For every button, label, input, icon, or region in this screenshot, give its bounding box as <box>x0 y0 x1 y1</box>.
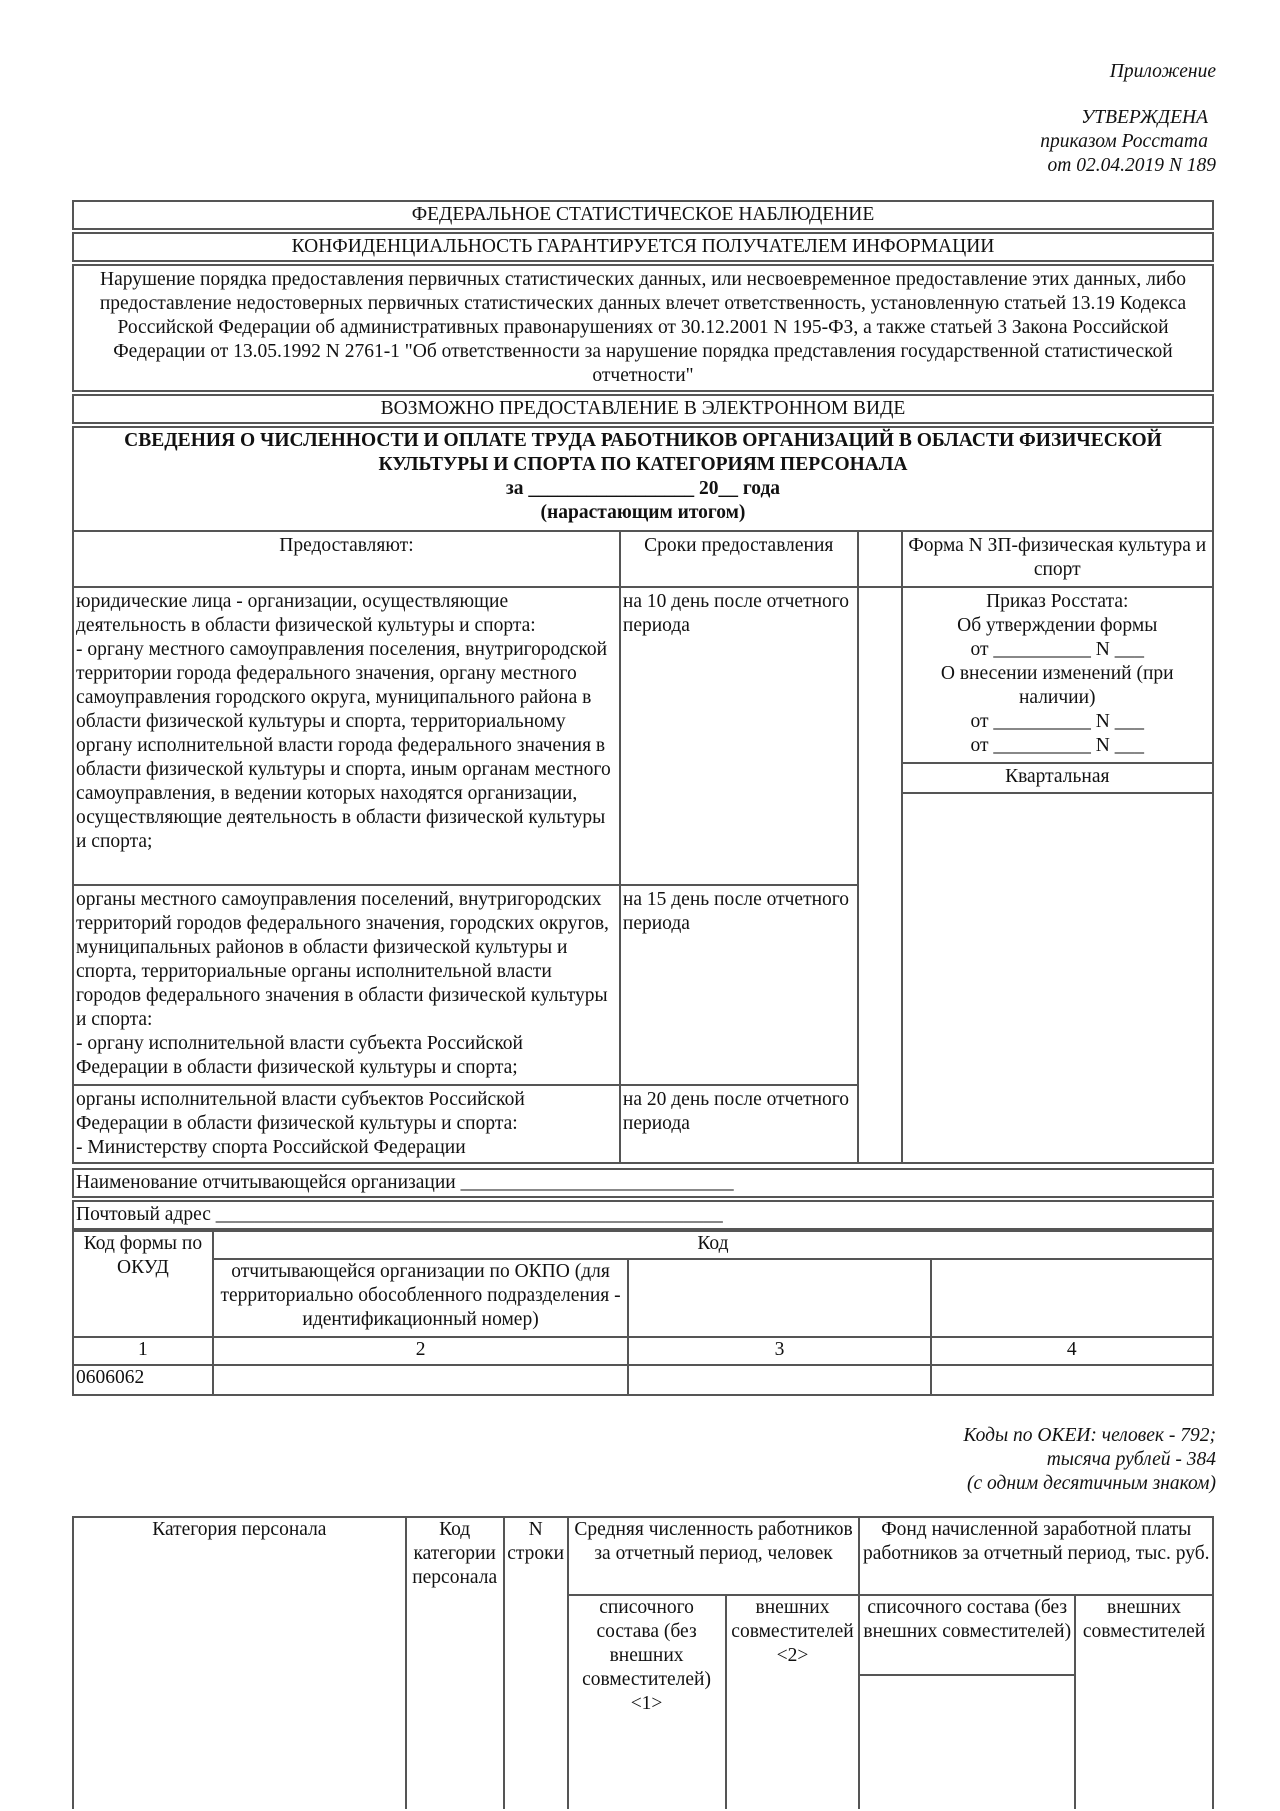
col-avg-count: Средняя численность работников за отчетный период, человек <box>568 1517 860 1595</box>
col-payroll-list-staff-cell <box>859 1595 1075 1809</box>
col-num-1: 1 <box>73 1337 213 1365</box>
order-block: Приказ Росстата: Об утверждении формы от __________ N ___ О внесении изменений (при наличии) от __________ N ___ от __________ N ___ <box>903 588 1213 764</box>
okei-line-3: (с одним десятичным знаком) <box>966 1473 1216 1494</box>
periodicity: Квартальная <box>903 764 1213 794</box>
form-name: Форма N ЗП-физическая культура и спорт <box>902 531 1214 587</box>
confidential-header: КОНФИДЕНЦИАЛЬНОСТЬ ГАРАНТИРУЕТСЯ ПОЛУЧАТЕЛЕМ ИНФОРМАЦИИ <box>72 232 1214 262</box>
order-date: от 02.04.2019 N 189 <box>1047 155 1216 176</box>
code-label: Код <box>213 1231 1213 1259</box>
submitter-row-2: органы местного самоуправления поселений, внутригородских территорий городов федерального значения, городских округов, муниципальных районов в области физической культуры и спорта, территориальные органы исполнительной власти городов федерального значения в области физической культуры и спорта: - органу исполнительной власти субъекта Российской Федерации в области физической культуры и спорта; <box>73 885 620 1085</box>
submitter-row-1: юридические лица - организации, осуществляющие деятельность в области физической культуры и спорта: - органу местного самоуправления поселения, внутригородской территории города федерального значения, органу местного самоуправления городского округа, муниципального района в области физической культуры и спорта, территориальному органу исполнительной власти города федерального значения в области физической культуры и спорта, иным органам местного самоуправления, в ведении которых находятся организации, осуществляющие деятельность в области физической культуры и спорта; <box>73 587 620 885</box>
report-cumulative: (нарастающим итогом) <box>540 502 746 523</box>
form-info-cell <box>902 587 1214 1163</box>
okpo-label: отчитывающейся организации по ОКПО (для территориально обособленного подразделения - идентификационный номер) <box>213 1259 628 1337</box>
submitter-row-3: органы исполнительной власти субъектов Российской Федерации в области физической культуры и спорта: - Министерству спорта Российской Федерации <box>73 1085 620 1163</box>
col-avg-list-staff: списочного состава (без внешних совместителей) <1> <box>568 1595 726 1809</box>
col-num-2: 2 <box>213 1337 628 1365</box>
col-category: Категория персонала <box>73 1517 406 1809</box>
col-payroll-list-staff: списочного состава (без внешних совместителей) <box>860 1596 1074 1676</box>
code-empty-4 <box>931 1259 1213 1337</box>
col-category-code: Код категории персонала <box>406 1517 504 1809</box>
spacer-cell <box>858 587 902 1163</box>
report-title: СВЕДЕНИЯ О ЧИСЛЕННОСТИ И ОПЛАТЕ ТРУДА РАБОТНИКОВ ОРГАНИЗАЦИЙ В ОБЛАСТИ ФИЗИЧЕСКОЙ КУЛЬТУРЫ И СПОРТА ПО КАТЕГОРИЯМ ПЕРСОНАЛА <box>124 430 1162 475</box>
col-num-3: 3 <box>628 1337 930 1365</box>
col-avg-external: внешних совместителей <2> <box>726 1595 860 1809</box>
okud-label: Код формы по ОКУД <box>73 1231 213 1337</box>
col-line-number: N строки <box>504 1517 568 1809</box>
code-empty-3 <box>628 1259 930 1337</box>
federal-header: ФЕДЕРАЛЬНОЕ СТАТИСТИЧЕСКОЕ НАБЛЮДЕНИЕ <box>72 200 1214 230</box>
spacer-cell <box>858 531 902 587</box>
col-num-4: 4 <box>931 1337 1213 1365</box>
org-name-line: Наименование отчитывающейся организации ____________________________ <box>72 1168 1214 1198</box>
approved-label: УТВЕРЖДЕНА <box>1081 107 1208 128</box>
col-who-header: Предоставляют: <box>73 531 620 587</box>
electronic-header: ВОЗМОЖНО ПРЕДОСТАВЛЕНИЕ В ЭЛЕКТРОННОМ ВИДЕ <box>72 394 1214 424</box>
appendix-label: Приложение <box>1109 61 1216 82</box>
okei-line-1: Коды по ОКЕИ: человек - 792; <box>963 1425 1216 1446</box>
report-period: за _________________ 20__ года <box>505 478 781 499</box>
violation-notice: Нарушение порядка предоставления первичных статистических данных, или несвоевременное предоставление этих данных, либо предоставление недостоверных первичных статистических данных влечет ответственность, установленную статьей 13.19 Кодекса Российской Федерации об административных правонарушениях от 30.12.2001 N 195-ФЗ, а также статьей 3 Закона Российской Федерации от 13.05.1992 N 2761-1 "Об ответственности за нарушение порядка представления государственной статистической отчетности" <box>72 264 1214 392</box>
report-title-block <box>72 426 1214 530</box>
okud-value: 0606062 <box>73 1365 213 1395</box>
col-payroll: Фонд начисленной заработной платы работников за отчетный период, тыс. руб. <box>859 1517 1213 1595</box>
deadline-row-3: на 20 день после отчетного периода <box>620 1085 858 1163</box>
submission-table <box>72 530 1214 1164</box>
codes-table <box>72 1230 1214 1396</box>
org-address-line: Почтовый адрес ____________________________________________________ <box>72 1200 1214 1230</box>
code-value-4 <box>931 1365 1213 1395</box>
order-label: приказом Росстата <box>1040 131 1208 152</box>
col-payroll-external: внешних совместителей <box>1075 1595 1213 1809</box>
okpo-value <box>213 1365 628 1395</box>
main-table <box>72 1516 1214 1809</box>
okei-line-2: тысяча рублей - 384 <box>1046 1449 1216 1470</box>
code-value-3 <box>628 1365 930 1395</box>
col-when-header: Сроки предоставления <box>620 531 858 587</box>
deadline-row-1: на 10 день после отчетного периода <box>620 587 858 885</box>
deadline-row-2: на 15 день после отчетного периода <box>620 885 858 1085</box>
